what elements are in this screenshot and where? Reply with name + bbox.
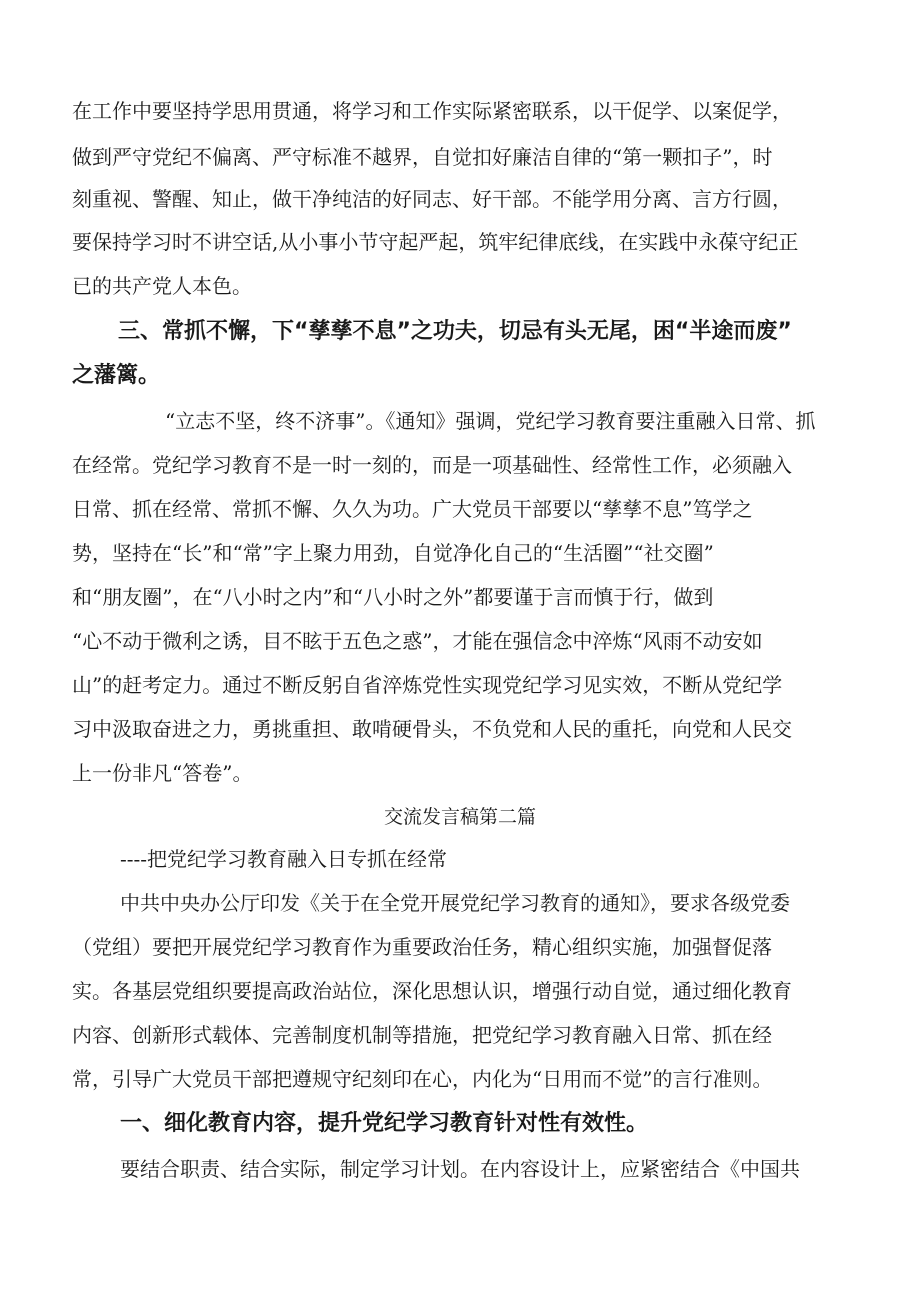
document-page: 在工作中要坚持学思用贯通，将学习和工作实际紧密联系，以干促学、以案促学， 做到严守党纪不偏离、严守标准不越界，自觉扣好廉洁自律的“第一颗扣子”，时 刻重视、警醒、知止，做干净纯洁的好同志、好干部。不能学用分离、言方行圆， 要保持学习时不讲空话,从小事小节守起严起，筑牢纪律底线，在实践中永葆守纪正 已的共产党人本色。 三、常抓不懈，下“孳孳不息”之功夫，切忌有头无尾，困“半途而废” 之藩篱。 “立志不坚，终不济事”。《通知》强调，党纪学习教育要注重融入日常、抓 在经常。党纪学习教育不是一时一刻的，而是一项基础性、经常性工作，必须融入 日常、抓在经常、常抓不懈、久久为功。广大党员干部要以“孳孳不息”笃学之 势，坚持在“长”和“常”字上聚力用劲，自觉净化自己的“生活圈”“社交圈” 和“朋友圈”，在“八小时之内”和“八小时之外”都要谨于言而慎于行，做到 “心不动于微利之诱，目不眩于五色之惑”，才能在强信念中淬炼“风雨不动安如 山”的赶考定力。通过不断反躬自省淬炼党性实现党纪学习见实效，不断从党纪学 习中汲取奋进之力，勇挑重担、敢啃硬骨头，不负党和人民的重托，向党和人民交 上一份非凡“答卷”。 交流发言稿第二篇 ----把党纪学习教育融入日专抓在经常 中共中央办公厅印发《关于在全党开展党纪学习教育的通知》，要求各级党委 （党组）要把开展党纪学习教育作为重要政治任务，精心组织实施，加强督促落 实。各基层党组织要提高政治站位，深化思想认识，增强行动自觉，通过细化教育 内容、创新形式载体、完善制度机制等措施，把党纪学习教育融入日常、抓在经 常，引导广大党员干部把遵规守纪刻印在心，内化为“日用而不觉”的言行准则。 一、细化教育内容，提升党纪学习教育针对性有效性。 要结合职责、结合实际，制定学习计划。在内容设计上，应紧密结合《中国共 — [0, 0, 920, 1301]
section-title: 交流发言稿第二篇 — [383, 806, 536, 828]
